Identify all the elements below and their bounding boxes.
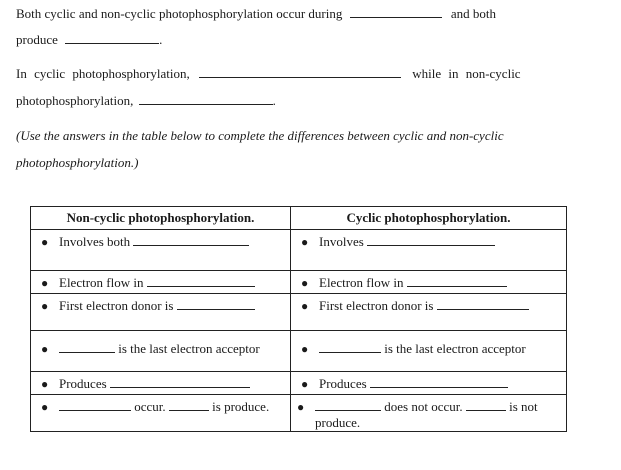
table-row [31,271,567,294]
cell-text: First electron donor is [319,298,434,313]
cell-text: Electron flow in [319,275,404,290]
table-cell [31,331,291,372]
answer-blank[interactable] [147,275,255,287]
table-cell [291,271,567,294]
table-row [31,230,567,271]
intro-text: and both [450,6,497,21]
intro-line-1 [16,6,496,22]
table-cell [31,294,291,331]
intro-text: while in non-cyclic [412,66,521,81]
answer-blank[interactable] [350,6,442,18]
intro-text: Both cyclic and non-cyclic photophosphorylation occur during [16,6,343,21]
bullet-icon: ● [297,400,305,414]
answer-blank[interactable] [59,341,115,353]
bullet-icon: ● [41,342,49,356]
answer-blank[interactable] [133,234,249,246]
answer-blank[interactable] [177,298,255,310]
cell-text: Involves [319,234,364,249]
intro-text: In cyclic photophosphorylation, [16,66,190,81]
answer-blank[interactable] [437,298,529,310]
bullet-icon: ● [301,342,309,356]
cell-text: occur. [134,399,166,414]
bullet-icon: ● [301,299,309,313]
cell-text: Produces [59,376,107,391]
bullet-icon: ● [41,276,49,290]
bullet-icon: ● [301,276,309,290]
table-cell [31,230,291,271]
table-cell [291,230,567,271]
answer-blank[interactable] [169,399,209,411]
table-row [31,294,567,331]
table-row [31,372,567,395]
table-cell [31,372,291,395]
answer-blank[interactable] [139,93,273,105]
intro-text: photophosphorylation, [16,93,134,108]
bullet-icon: ● [301,377,309,391]
answer-blank[interactable] [370,376,508,388]
cell-text: is produce. [212,399,270,414]
header-non-cyclic: Non-cyclic photophosphorylation. [31,207,291,230]
table-header-row [31,207,567,230]
answer-blank[interactable] [319,341,381,353]
bullet-icon: ● [41,235,49,249]
cell-text: Involves both [59,234,131,249]
cell-text: is the last electron acceptor [384,341,526,356]
answer-blank[interactable] [466,399,506,411]
table-cell [31,395,291,432]
cell-text: Electron flow in [59,275,144,290]
instruction-line-1: (Use the answers in the table below to complete the differences between cyclic and non-cyclic [16,128,504,143]
comparison-table [30,206,567,432]
answer-blank[interactable] [59,399,131,411]
intro-text: produce [16,32,58,47]
answer-blank[interactable] [110,376,250,388]
intro-text: . [159,32,163,47]
cell-text: does not occur. [384,399,463,414]
bullet-icon: ● [41,400,49,414]
table-cell [291,395,567,432]
answer-blank[interactable] [367,234,495,246]
bullet-icon: ● [41,299,49,313]
table-row [31,395,567,432]
answer-blank[interactable] [407,275,507,287]
intro-line-3 [16,66,521,82]
bullet-icon: ● [301,235,309,249]
header-cyclic: Cyclic photophosphorylation. [291,207,567,230]
answer-blank[interactable] [65,32,159,44]
table-cell [291,372,567,395]
intro-text: . [272,93,276,108]
table-cell [291,331,567,372]
table-cell [291,294,567,331]
instruction-line-2: photophosphorylation.) [16,155,139,170]
cell-text: Produces [319,376,367,391]
intro-line-4 [16,93,276,109]
answer-blank[interactable] [315,399,381,411]
cell-text: is the last electron acceptor [118,341,260,356]
bullet-icon: ● [41,377,49,391]
cell-text: is not produce. [315,399,538,430]
intro-line-2 [16,32,162,48]
answer-blank[interactable] [199,66,401,78]
table-cell [31,271,291,294]
cell-text: First electron donor is [59,298,174,313]
table-row [31,331,567,372]
